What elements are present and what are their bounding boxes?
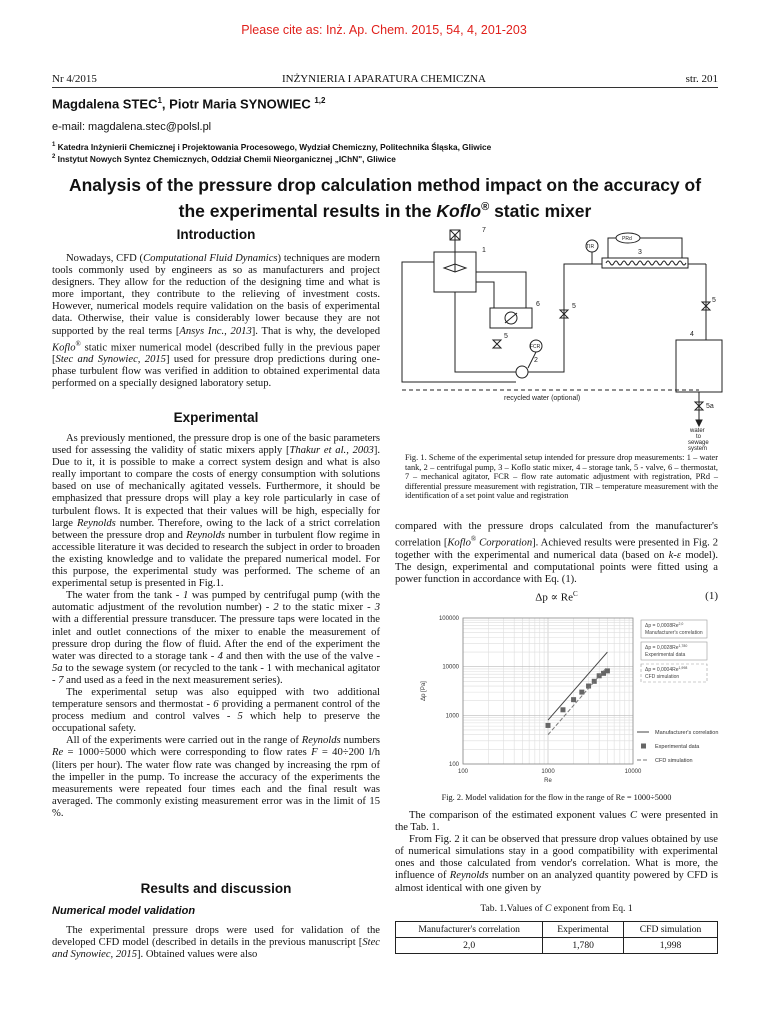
equation-text: Δp = 0,0008Re$^{2,0}$ — [645, 622, 684, 629]
table-header-experimental: Experimental — [543, 922, 624, 938]
author-2: Piotr Maria SYNOWIEC — [169, 96, 311, 112]
x-tick-label: 100 — [457, 769, 469, 775]
table-caption-variable: C — [544, 903, 552, 914]
label-prd: PRd — [622, 236, 632, 242]
author-separator: , — [161, 96, 170, 112]
author-1-affil: 1 — [157, 96, 162, 105]
equation-exponent: C — [573, 590, 578, 598]
affiliation-2 — [52, 154, 718, 164]
y-tick-label: 1000 — [445, 713, 459, 720]
experimental-data-point — [546, 723, 551, 728]
issue-number: Nr 4/2015 — [52, 73, 97, 85]
author-email: e-mail: magdalena.stec@polsl.pl — [52, 121, 212, 133]
label-sewage-4: system — [688, 446, 708, 452]
figure-2-chart — [415, 610, 719, 788]
label-tir: TIR — [586, 244, 595, 250]
right-text-2 — [395, 810, 718, 895]
exp-paragraph-4: All of the experiments were carried out in the range of Reynolds numbers Re = 1000÷5000 which were corresponding to flow rates F = 40÷200 l/h (liters per hour). The water flow rate was changed by increasing the rpm of the impeller in the pump. To increase the accuracy of the experiments the measurements were repeated four times each and the final result was averaged. The commonly existing measurement error was in the limit of 15 %. — [52, 735, 381, 819]
x-axis-label: Re — [544, 778, 552, 784]
author-1: Magdalena STEC — [52, 96, 158, 112]
figure-2-caption: Fig. 2. Model validation for the flow in the range of Re = 1000÷5000 — [441, 793, 672, 802]
chart-grid — [463, 618, 633, 764]
table-header-manufacturer: Manufacturer's correlation — [396, 922, 543, 938]
equation-label: CFD simulation — [645, 674, 680, 680]
title-registered-mark: ® — [481, 201, 490, 213]
label-2: 2 — [534, 357, 538, 364]
table-header-row — [396, 922, 718, 938]
paper-title — [40, 174, 730, 222]
legend-label: CFD simulation — [655, 758, 693, 764]
x-tick-label: 10000 — [624, 769, 642, 775]
right-paragraph-3: From Fig. 2 it can be observed that pressure drop values obtained by use of numerical simulations stay in a good compatibility with experimental ones and those calculated from vendor's correlation. What is more, the influence of Reynolds number on an analyzed quantity powered by CFD is almost identical with one given by — [395, 834, 718, 894]
legend-label: Manufacturer's correlation — [655, 730, 719, 736]
label-7: 7 — [482, 227, 486, 234]
label-5-right: 5 — [712, 297, 716, 304]
table-cell-experimental: 1,780 — [543, 938, 624, 954]
label-5-left: 5 — [504, 333, 508, 340]
heading-experimental: Experimental — [173, 410, 259, 425]
title-line-1: Analysis of the pressure drop calculation method impact on the accuracy of — [68, 175, 702, 195]
table-cell-cfd: 1,998 — [624, 938, 718, 954]
exp-paragraph-1: As previously mentioned, the pressure drop is one of the basic parameters used for assessing the validity of static mixers apply [Thakur et al., 2003]. Due to it, it is possible to make a correct system design and what is also really important to compare the costs of energy consumption with solutions based on use of mechanically agitated vessels. Furthermore, it should be emphasized that pressure drops will play a key role particularly in case of turbulent flows. It is expected that their values will be high, especially for large Reynolds number. Therefore, owing to the lack of a strict correlation between the pressure drop and Reynolds number in turbulent flow regime in accessible literature it was decided to research the subject in order to broaden the existing knowledge and to validate the prepared numerical model. For this purpose, the experimental study was performed. The scheme of an experimental setup is presented in Fig.1. — [52, 433, 380, 590]
label-sewage-3: sewage — [688, 440, 709, 446]
introduction-text — [52, 253, 380, 391]
intro-paragraph: Nowadays, CFD (Computational Fluid Dynamics) techniques are modern tools commonly used by engineers as so as manufacturers and project designers. They allow for the reduction of the designing time and what is more important, they contribute to the relieving of investment costs. However, numerical models require validation on the basis of experimental data. Otherwise, their value is considerably lower because they are not supported by the real terms [Ansys Inc., 2013]. That is why, the developed Koflo® static mixer numerical model (described fully in the previous paper [Stec and Synowiec, 2015] used for pressure drop predictions during one-phase turbulent flow was verified in addition to obtained experimental data performed on a specially designed laboratory setup. — [52, 253, 381, 390]
equation-label: Experimental data — [645, 652, 686, 658]
author-2-affil: 1,2 — [314, 96, 326, 105]
numerical-text — [52, 925, 380, 961]
static-mixer — [602, 258, 688, 268]
table-caption-start: Tab. 1.Values of — [480, 903, 545, 914]
table-cell-manufacturer: 2,0 — [396, 938, 543, 954]
right-paragraph-2: The comparison of the estimated exponent values C were presented in the Tab. 1. — [395, 810, 718, 834]
exp-paragraph-2: The water from the tank - 1 was pumped by centrifugal pump (with the automatic adjustment of the revolution number) - 2 to the static mixer - 3 with a differential pressure transducer. The pressure taps were located in the inlet and outlet connections of the mixer to enable the measurement of pressure drop during the flow of fluid. After the end of the experiment the water was directed to a storage tank - 4 and then with the use of the valve - 5a to the sewage system (or recycled to the tank - 1 with mechanical agitator - 7 and used as a feed in the next measurement series). — [52, 590, 380, 686]
affiliation-1-number: 1 — [52, 142, 56, 149]
experimental-data-point — [571, 697, 576, 702]
heading-introduction: Introduction — [176, 227, 256, 242]
storage-tank — [676, 340, 722, 392]
label-5-top: 5 — [572, 303, 576, 310]
label-recycled-water: recycled water (optional) — [504, 395, 581, 402]
pump-icon — [516, 366, 528, 378]
equation-text: Δp = 0,0004Re$^{1,998}$ — [645, 666, 688, 673]
num-paragraph: The experimental pressure drops were used for validation of the developed CFD model (described in details in the previous manuscript [Stec and Synowiec, 2015]. Obtained values were also — [52, 925, 380, 961]
equation-number: (1) — [705, 590, 718, 602]
table-header-cfd: CFD simulation — [624, 922, 718, 938]
heading-results: Results and discussion — [140, 881, 292, 896]
y-tick-label: 10000 — [442, 664, 459, 671]
title-line-2 — [40, 196, 730, 222]
right-paragraph-1: compared with the pressure drops calculated from the manufacturer's correlation [Koflo® Corporation]. Achieved results were presented in Fig. 2 together with the experimental and numerical data (based on k-ε model). The design, experimental and computational points were fitted using a power function in accordance with Eq. (1). — [395, 521, 718, 585]
label-fcr: FCR — [530, 344, 541, 350]
x-tick-label: 1000 — [541, 769, 555, 775]
equation-text: Δp = 0,0028Re$^{1,780}$ — [645, 644, 688, 651]
label-sewage-1: water — [690, 428, 705, 434]
experimental-text — [52, 433, 380, 820]
title-line-2-end: static mixer — [489, 200, 592, 221]
heading-numerical-validation: Numerical model validation — [52, 905, 196, 917]
table-row — [396, 938, 718, 954]
figure-1-caption: Fig. 1. Scheme of the experimental setup intended for pressure drop measurements: 1 – water tank, 2 – centrifugal pump, 3 – Koflo static mixer, 4 – storage tank, 5 - valve, 6 – thermostat, 7 – mechanical agitator, FCR – flow rate automatic adjustment with registration, PRd – differential pressure measurement with registration, TIR – temperature measurement with the identification of a set point value and registration — [405, 453, 718, 501]
affiliation-2-number: 2 — [52, 154, 56, 161]
label-sewage-2: to — [696, 434, 702, 440]
y-axis-label: Δp [Pa] — [421, 681, 427, 701]
label-5a: 5a — [706, 403, 714, 410]
affiliation-2-text: Instytut Nowych Syntez Chemicznych, Oddział Chemii Nieorganicznej „IChN", Gliwice — [57, 154, 396, 164]
experimental-data-point — [560, 707, 565, 712]
journal-name: INŻYNIERIA I APARATURA CHEMICZNA — [281, 73, 487, 85]
header-rule — [52, 87, 718, 88]
affiliation-1-text: Katedra Inżynierii Chemicznej i Projektowania Procesowego, Wydział Chemiczny, Politechnika Śląska, Gliwice — [57, 142, 492, 152]
valve-icon — [493, 340, 501, 348]
title-line-2-start: the experimental results in the — [178, 200, 437, 221]
label-3: 3 — [638, 249, 642, 256]
label-4: 4 — [690, 331, 694, 338]
page-number: str. 201 — [685, 73, 718, 85]
y-tick-label: 100000 — [438, 616, 459, 622]
table-1-caption — [395, 903, 718, 914]
equation-expression: Δp ∝ Re — [535, 591, 574, 604]
y-tick-label: 100 — [448, 762, 459, 768]
cite-note: Please cite as: Inż. Ap. Chem. 2015, 54, 4, 201-203 — [241, 23, 527, 37]
authors — [52, 96, 325, 111]
title-koflo: Koflo — [436, 200, 482, 221]
label-6: 6 — [536, 301, 540, 308]
figure-1-schematic — [394, 222, 724, 450]
exp-paragraph-3: The experimental setup was also equipped with two additional temperature sensors and thermostat - 6 providing a permanent control of the process medium and control valves - 5 which help to preserve the occupational safety. — [52, 686, 380, 735]
table-caption-end: exponent from Eq. 1 — [551, 903, 633, 914]
equation-1 — [395, 590, 718, 604]
label-1: 1 — [482, 247, 486, 254]
legend-label: Experimental data — [655, 744, 700, 750]
right-text-1 — [395, 521, 718, 586]
equation-label: Manufacturer's correlation — [645, 630, 703, 636]
affiliation-1 — [52, 142, 718, 152]
table-1 — [395, 921, 718, 954]
legend-swatch-marker — [641, 744, 646, 749]
